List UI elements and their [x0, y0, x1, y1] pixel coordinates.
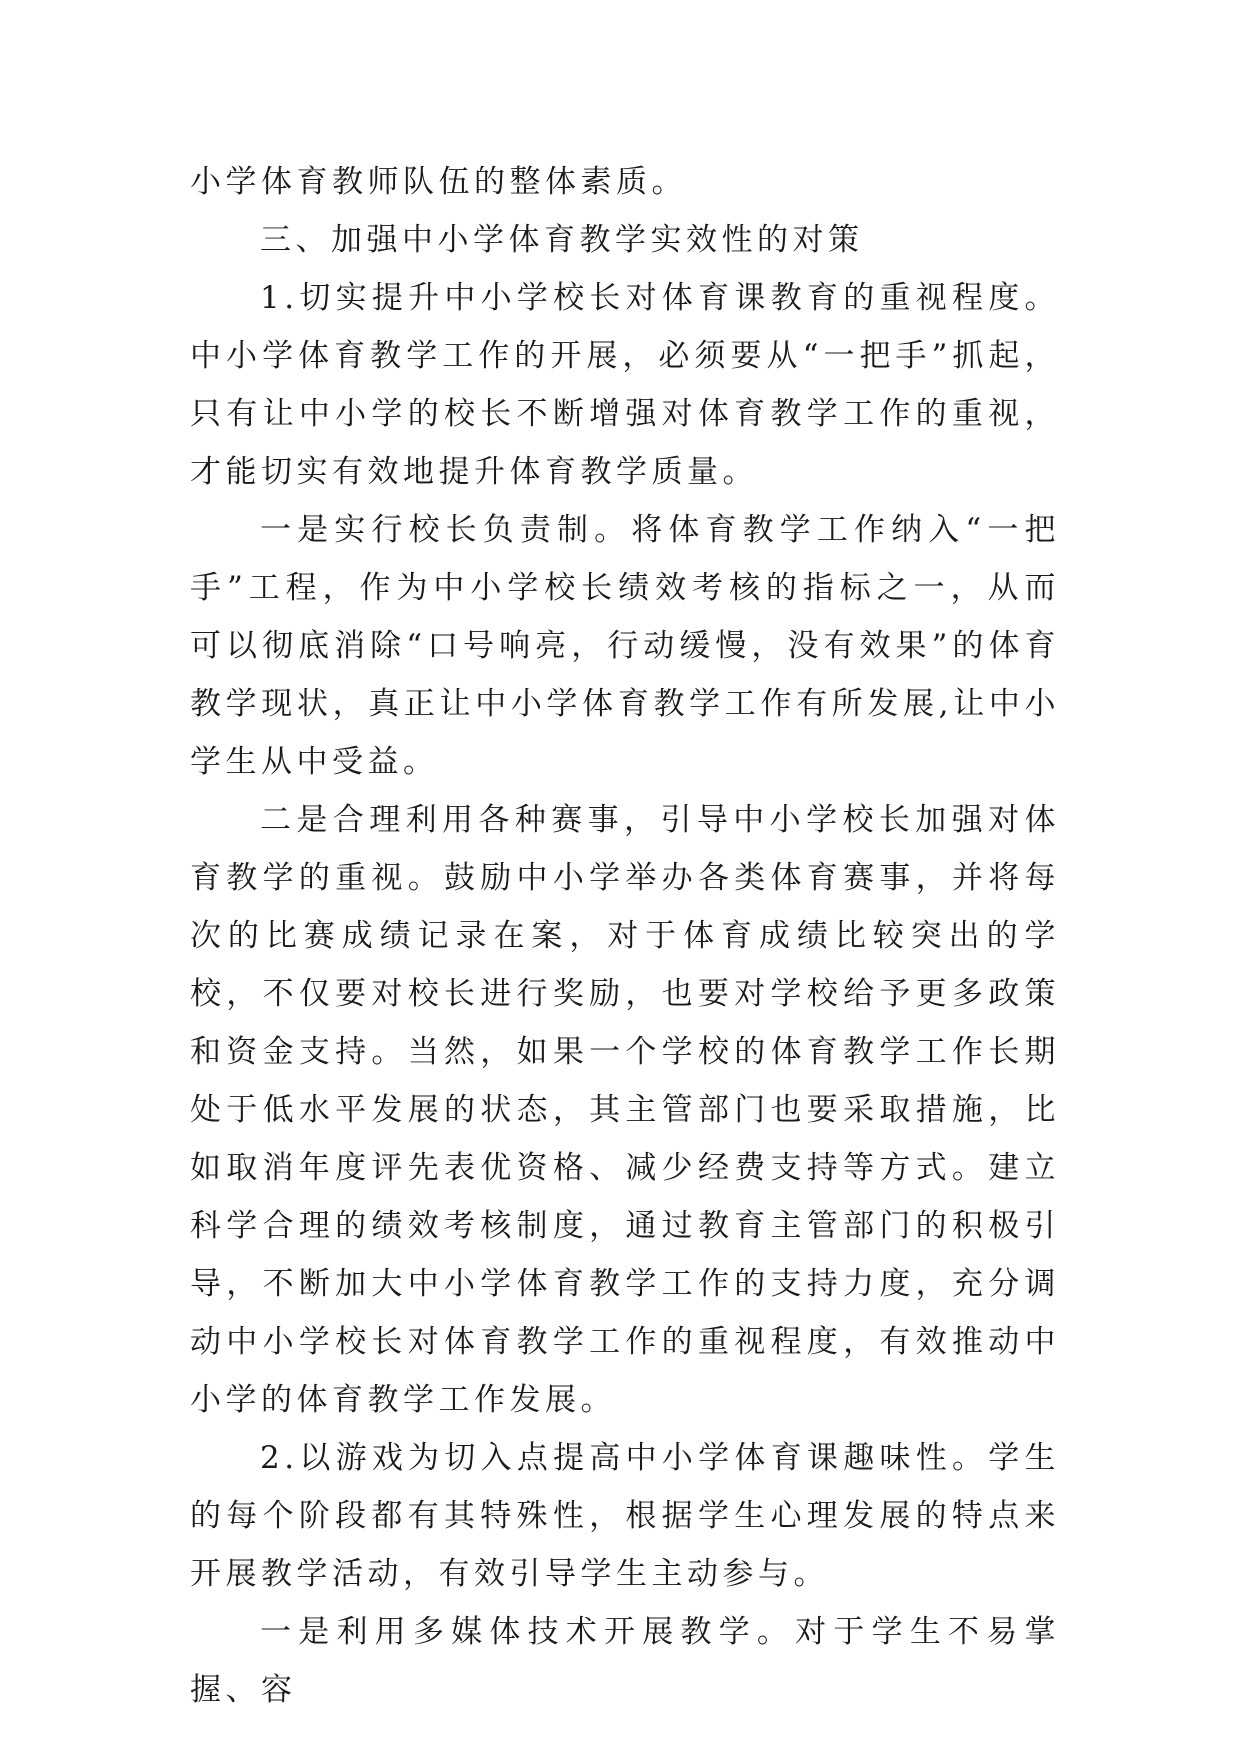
- paragraph-competitions: 二是合理利用各种赛事，引导中小学校长加强对体育教学的重视。鼓励中小学举办各类体育赛事，并将每次的比赛成绩记录在案，对于体育成绩比较突出的学校，不仅要对校长进行奖励，也要对学校给予更多政策和资金支持。当然，如果一个学校的体育教学工作长期处于低水平发展的状态，其主管部门也要采取措施，比如取消年度评先表优资格、减少经费支持等方式。建立科学合理的绩效考核制度，通过教育主管部门的积极引导，不断加大中小学体育教学工作的支持力度，充分调动中小学校长对体育教学工作的重视程度，有效推动中小学的体育教学工作发展。: [190, 802, 1060, 1418]
- paragraph-point-1: 1.切实提升中小学校长对体育课教育的重视程度。中小学体育教学工作的开展，必须要从“一把手”抓起，只有让中小学的校长不断增强对体育教学工作的重视，才能切实有效地提升体育教学质量。: [190, 280, 1060, 490]
- document-body: [190, 153, 1060, 1719]
- paragraph-continuation: 小学体育教师队伍的整体素质。: [190, 164, 687, 200]
- paragraph-point-2: 2.以游戏为切入点提高中小学体育课趣味性。学生的每个阶段都有其特殊性，根据学生心理发展的特点来开展教学活动，有效引导学生主动参与。: [190, 1440, 1060, 1592]
- paragraph-principal-responsibility: 一是实行校长负责制。将体育教学工作纳入“一把手”工程，作为中小学校长绩效考核的指标之一，从而可以彻底消除“口号响亮，行动缓慢，没有效果”的体育教学现状，真正让中小学体育教学工作有所发展,让中小学生从中受益。: [190, 512, 1060, 780]
- section-heading: 三、加强中小学体育教学实效性的对策: [260, 222, 864, 258]
- paragraph-multimedia: 一是利用多媒体技术开展教学。对于学生不易掌握、容: [190, 1614, 1060, 1708]
